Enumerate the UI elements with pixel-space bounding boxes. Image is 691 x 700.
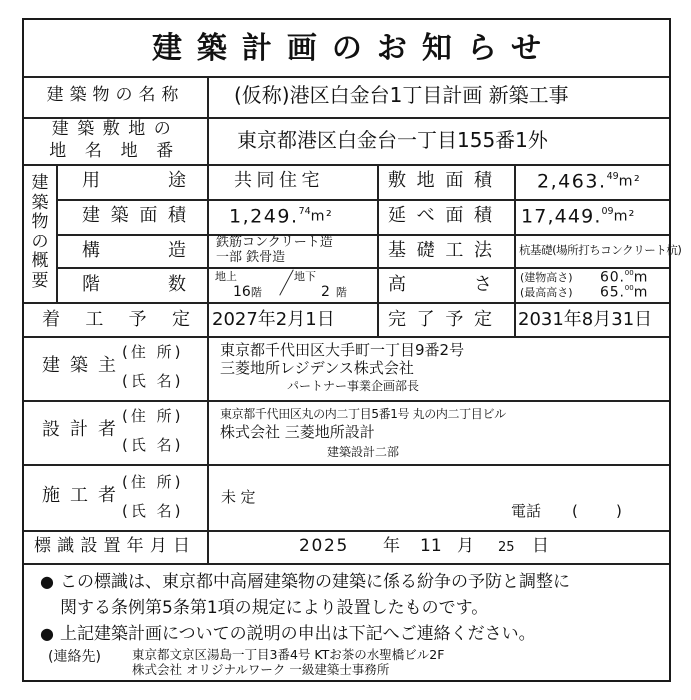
total-floor-area-main: 17,449. [521, 205, 602, 228]
note-2: 上記建築計画についての説明の申出は下記へご連絡ください。 [60, 624, 536, 644]
contractor-phone-label: 電話 [511, 502, 542, 520]
site-area-value [537, 172, 641, 192]
rule [56, 267, 669, 269]
rule [56, 234, 669, 236]
building-area-label: 建築面積 [82, 205, 186, 226]
building-name-value: (仮称)港区白金台1丁目計画 新築工事 [234, 83, 569, 107]
bullet-icon: ● [40, 624, 54, 643]
floors-below-number: 2 [321, 284, 330, 300]
rule [24, 563, 669, 565]
notice-board [22, 18, 682, 682]
overview-label: 建築物の概要 [31, 173, 49, 291]
site-area-main: 2,463. [537, 170, 607, 193]
designer-company: 株式会社 三菱地所設計 [220, 423, 375, 441]
rule [24, 76, 669, 78]
designer-label: 設計者 [42, 419, 116, 440]
posting-month-unit: 月 [457, 536, 474, 556]
start-value: 2027年2月1日 [212, 309, 335, 330]
owner-label: 建築主 [42, 355, 116, 376]
max-height-decimal: 00 [624, 284, 634, 292]
contractor-address-label: (住 所) [122, 473, 184, 491]
site-area-decimal: 49 [606, 171, 619, 182]
foundation-label: 基礎工法 [388, 240, 492, 261]
total-floor-area-value [521, 207, 635, 227]
floors-below-unit: 階 [335, 286, 347, 299]
page-title: 建築計画のお知らせ [151, 31, 557, 66]
rule [24, 164, 669, 166]
building-height-main: 60. [600, 269, 625, 286]
building-area-main: 1,249. [229, 205, 299, 228]
designer-address-label: (住 所) [122, 407, 184, 425]
bullet-icon: ● [40, 572, 54, 591]
structure-value-line2: 一部 鉄骨造 [216, 250, 286, 265]
posting-year-unit: 年 [383, 536, 400, 556]
structure-label: 構造 [82, 240, 186, 261]
note-1-line2: 関する条例第5条第1項の規定により設置したものです。 [60, 598, 489, 618]
site-label-line1: 建築敷地の [51, 119, 180, 139]
rule [377, 164, 379, 336]
contractor-phone-value: ( ) [572, 502, 622, 520]
floors-above-number: 16 [233, 284, 251, 300]
posting-day: 25 [498, 540, 515, 555]
max-height-unit: m [633, 284, 649, 301]
height-label: 高さ [388, 274, 492, 295]
total-floor-area-decimal: 09 [601, 206, 614, 217]
posting-date-label: 標識設置年月日 [34, 536, 190, 556]
contact-line1: 東京都文京区湯島一丁目3番4号 KTお茶の水聖橋ビル2F [132, 647, 445, 662]
floors-above-unit: 階 [250, 286, 262, 299]
total-floor-area-unit: m² [613, 208, 636, 225]
building-area-value [229, 207, 333, 227]
contact-label: (連絡先) [48, 649, 101, 665]
owner-company: 三菱地所レジデンス株式会社 [220, 359, 414, 377]
note-1-line1: この標識は、東京都中高層建築物の建築に係る紛争の予防と調整に [60, 572, 570, 592]
structure-value-line1: 鉄筋コンクリート造 [216, 235, 333, 250]
start-label: 着工予定 [42, 309, 190, 330]
max-height-value [600, 285, 648, 299]
building-area-unit: m² [310, 208, 334, 225]
rule [207, 76, 209, 563]
rule [24, 336, 669, 338]
completion-label: 完了予定 [388, 309, 492, 330]
posting-day-unit: 日 [532, 536, 549, 556]
building-height-label: (建物高さ) [520, 271, 573, 284]
foundation-value: 杭基礎(場所打ちコンクリート杭) [519, 243, 682, 257]
rule [514, 164, 516, 336]
designer-department: 建築設計二部 [327, 445, 400, 459]
building-name-label: 建築物の名称 [46, 85, 185, 105]
owner-name-label: (氏 名) [122, 372, 184, 390]
building-height-value [600, 270, 648, 284]
rule [24, 302, 669, 304]
site-value: 東京都港区白金台一丁目155番1外 [237, 128, 548, 152]
site-area-label: 敷地面積 [388, 170, 492, 191]
floors-divider [279, 269, 293, 295]
use-label: 用途 [82, 170, 186, 191]
floors-below-value [321, 285, 347, 299]
site-label-line2: 地名地番 [49, 141, 192, 161]
owner-department: パートナー事業企画部長 [287, 379, 420, 393]
rule [24, 400, 669, 402]
rule [56, 164, 58, 302]
designer-name-label: (氏 名) [122, 436, 184, 454]
posting-year: 2025 [299, 536, 350, 556]
completion-value: 2031年8月31日 [518, 309, 653, 330]
rule [24, 464, 669, 466]
posting-month: 11 [420, 536, 442, 556]
rule [24, 530, 669, 532]
building-height-unit: m [633, 269, 649, 286]
owner-address-label: (住 所) [122, 343, 184, 361]
building-area-decimal: 74 [298, 206, 311, 217]
site-area-unit: m² [618, 173, 642, 190]
contact-line2: 株式会社 オリジナルワーク 一級建築士事務所 [132, 662, 390, 677]
floors-below-label: 地下 [294, 270, 316, 283]
contractor-value: 未定 [221, 488, 261, 506]
use-value: 共同住宅 [234, 170, 324, 191]
max-height-main: 65. [600, 284, 625, 301]
max-height-label: (最高高さ) [520, 286, 573, 299]
contractor-name-label: (氏 名) [122, 502, 184, 520]
floors-above-value [233, 285, 262, 299]
owner-address: 東京都千代田区大手町一丁目9番2号 [220, 341, 465, 359]
floors-label: 階数 [82, 274, 186, 295]
total-floor-area-label: 延べ面積 [388, 205, 492, 226]
building-height-decimal: 00 [624, 269, 634, 277]
designer-address: 東京都千代田区丸の内二丁目5番1号 丸の内二丁目ビル [220, 407, 506, 421]
rule [56, 199, 669, 201]
contractor-label: 施工者 [42, 485, 116, 506]
floors-above-label: 地上 [215, 270, 237, 283]
